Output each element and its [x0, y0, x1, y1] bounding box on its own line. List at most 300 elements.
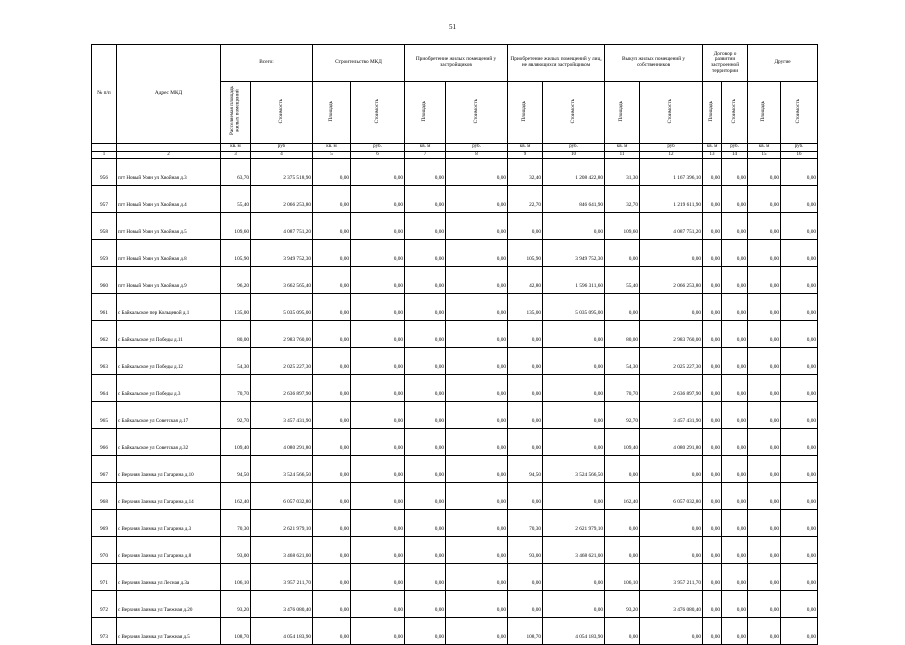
- cost-cell: 0,00: [351, 428, 405, 455]
- header-group-construction: Строительство МКД: [313, 45, 405, 82]
- cost-cell: 0,00: [781, 482, 818, 509]
- cost-cell: 0,00: [781, 536, 818, 563]
- cost-cell: 0,00: [543, 374, 605, 401]
- area-cell: 0,00: [748, 320, 781, 347]
- area-cell: 109,40: [605, 428, 640, 455]
- area-cell: 0,00: [703, 482, 722, 509]
- area-cell: 135,00: [221, 293, 251, 320]
- area-cell: 0,00: [703, 617, 722, 644]
- area-cell: 135,00: [508, 293, 543, 320]
- column-index: 2: [117, 151, 221, 158]
- area-cell: 0,00: [748, 590, 781, 617]
- cost-cell: 4 054 183,90: [543, 617, 605, 644]
- cost-cell: 3 476 080,40: [251, 590, 313, 617]
- row-number: 962: [92, 320, 117, 347]
- cost-cell: 1 596 311,60: [543, 266, 605, 293]
- cost-cell: 0,00: [351, 590, 405, 617]
- unit-cell: кв. м: [508, 143, 543, 151]
- cost-cell: 0,00: [781, 212, 818, 239]
- cost-cell: 0,00: [722, 536, 748, 563]
- cost-cell: 0,00: [781, 590, 818, 617]
- table-row: [92, 482, 818, 509]
- unit-cell: кв. м: [405, 143, 446, 151]
- column-index: 3: [221, 151, 251, 158]
- area-cell: 94,50: [508, 455, 543, 482]
- cost-cell: 0,00: [640, 536, 703, 563]
- cost-cell: 3 949 752,30: [543, 239, 605, 266]
- cost-cell: 0,00: [781, 185, 818, 212]
- column-index: 5: [313, 151, 351, 158]
- area-cell: 0,00: [313, 347, 351, 374]
- table-row: [92, 455, 818, 482]
- cost-cell: 0,00: [351, 509, 405, 536]
- cost-cell: 0,00: [722, 320, 748, 347]
- cost-cell: 0,00: [781, 374, 818, 401]
- area-cell: 162,40: [221, 482, 251, 509]
- table-row: [92, 401, 818, 428]
- area-cell: 0,00: [605, 536, 640, 563]
- row-address: пгт Новый Уоян ул Хвойная д.5: [117, 212, 221, 239]
- table-row: [92, 428, 818, 455]
- column-index: 12: [640, 151, 703, 158]
- area-cell: 92,70: [605, 401, 640, 428]
- area-cell: 0,00: [605, 617, 640, 644]
- area-cell: 63,70: [221, 158, 251, 185]
- column-index-row: [92, 151, 818, 158]
- row-number: 957: [92, 185, 117, 212]
- cost-cell: 0,00: [722, 455, 748, 482]
- area-cell: 0,00: [703, 401, 722, 428]
- header-cost: Стоимость: [251, 82, 313, 144]
- unit-cell: руб.: [446, 143, 508, 151]
- area-cell: 0,00: [405, 563, 446, 590]
- area-cell: 0,00: [703, 158, 722, 185]
- cost-cell: 0,00: [446, 428, 508, 455]
- cost-cell: 0,00: [722, 428, 748, 455]
- cost-cell: 5 035 095,00: [543, 293, 605, 320]
- cost-cell: 0,00: [446, 185, 508, 212]
- cost-cell: 0,00: [446, 509, 508, 536]
- table-row: [92, 158, 818, 185]
- header-group-other: Другие: [748, 45, 818, 82]
- table-row: [92, 266, 818, 293]
- area-cell: 0,00: [313, 293, 351, 320]
- area-cell: 0,00: [405, 455, 446, 482]
- table-row: [92, 212, 818, 239]
- column-index: 7: [405, 151, 446, 158]
- area-cell: 0,00: [748, 563, 781, 590]
- cost-cell: 2 066 253,80: [251, 185, 313, 212]
- column-index: 16: [781, 151, 818, 158]
- cost-cell: 2 375 518,90: [251, 158, 313, 185]
- row-number: 971: [92, 563, 117, 590]
- cost-cell: 0,00: [781, 428, 818, 455]
- table-row: [92, 293, 818, 320]
- cost-cell: 0,00: [351, 455, 405, 482]
- cost-cell: 2 983 760,00: [640, 320, 703, 347]
- area-cell: 32,70: [605, 185, 640, 212]
- area-cell: 0,00: [508, 320, 543, 347]
- area-cell: 54,30: [221, 347, 251, 374]
- area-cell: 0,00: [703, 266, 722, 293]
- row-address: с Байкальское ул Советская д.17: [117, 401, 221, 428]
- cost-cell: 1 167 396,10: [640, 158, 703, 185]
- cost-cell: 0,00: [781, 617, 818, 644]
- cost-cell: 0,00: [722, 185, 748, 212]
- cost-cell: 4 080 291,80: [640, 428, 703, 455]
- cost-cell: 0,00: [446, 590, 508, 617]
- area-cell: 0,00: [605, 455, 640, 482]
- row-address: пгт Новый Уоян ул Хвойная д.8: [117, 239, 221, 266]
- page-number: 51: [449, 23, 456, 31]
- area-cell: 0,00: [748, 293, 781, 320]
- row-number: 966: [92, 428, 117, 455]
- unit-cell: руб.: [722, 143, 748, 151]
- area-cell: 0,00: [703, 320, 722, 347]
- table-row: [92, 590, 818, 617]
- area-cell: 93,00: [221, 536, 251, 563]
- area-cell: 0,00: [313, 455, 351, 482]
- area-cell: 106,10: [605, 563, 640, 590]
- area-cell: 0,00: [405, 590, 446, 617]
- area-cell: 0,00: [405, 374, 446, 401]
- unit-cell: руб.: [781, 143, 818, 151]
- area-cell: 0,00: [405, 617, 446, 644]
- area-cell: 0,00: [405, 185, 446, 212]
- header-group-buyout: Выкуп жилых помещений у собственников: [605, 45, 703, 82]
- cost-cell: 0,00: [781, 320, 818, 347]
- cost-cell: 3 457 431,90: [251, 401, 313, 428]
- cost-cell: 0,00: [351, 266, 405, 293]
- units-row: [92, 143, 818, 151]
- row-address: с Верхняя Заимка ул Таежная д.20: [117, 590, 221, 617]
- cost-cell: 0,00: [781, 347, 818, 374]
- column-index: 13: [703, 151, 722, 158]
- cost-cell: 0,00: [640, 509, 703, 536]
- row-address: с Верхняя Заимка ул Гагарина д.8: [117, 536, 221, 563]
- area-cell: 108,70: [508, 617, 543, 644]
- row-number: 972: [92, 590, 117, 617]
- area-cell: 22,70: [508, 185, 543, 212]
- cost-cell: 0,00: [722, 590, 748, 617]
- area-cell: 0,00: [313, 158, 351, 185]
- cost-cell: 0,00: [446, 239, 508, 266]
- area-cell: 92,70: [221, 401, 251, 428]
- area-cell: 32,40: [508, 158, 543, 185]
- area-cell: 0,00: [748, 536, 781, 563]
- cost-cell: 6 057 032,80: [640, 482, 703, 509]
- area-cell: 0,00: [703, 590, 722, 617]
- table-row: [92, 347, 818, 374]
- area-cell: 70,70: [221, 374, 251, 401]
- area-cell: 0,00: [748, 374, 781, 401]
- unit-cell: кв. м: [605, 143, 640, 151]
- column-index: 9: [508, 151, 543, 158]
- cost-cell: 4 054 183,90: [251, 617, 313, 644]
- row-number: 968: [92, 482, 117, 509]
- cost-cell: 0,00: [351, 536, 405, 563]
- header-resettled-area: Расселяемая площадь жилых помещений: [221, 82, 251, 144]
- cost-cell: 0,00: [446, 401, 508, 428]
- cost-cell: 846 641,90: [543, 185, 605, 212]
- area-cell: 0,00: [405, 293, 446, 320]
- row-number: 964: [92, 374, 117, 401]
- area-cell: 0,00: [313, 428, 351, 455]
- area-cell: 0,00: [313, 617, 351, 644]
- column-index: 15: [748, 151, 781, 158]
- row-address: с Байкальское ул Победы д.11: [117, 320, 221, 347]
- cost-cell: 0,00: [722, 617, 748, 644]
- area-cell: 109,60: [221, 212, 251, 239]
- area-cell: 0,00: [405, 347, 446, 374]
- unit-cell: руб.: [351, 143, 405, 151]
- table-row: [92, 536, 818, 563]
- column-index: 1: [92, 151, 117, 158]
- cost-cell: 0,00: [446, 320, 508, 347]
- header-cost: Стоимость: [446, 82, 508, 144]
- header-row-no: № п/п: [92, 45, 117, 144]
- area-cell: 0,00: [748, 428, 781, 455]
- area-cell: 0,00: [605, 293, 640, 320]
- cost-cell: 0,00: [543, 590, 605, 617]
- row-address: с Байкальское пер Кольцевой д.1: [117, 293, 221, 320]
- cost-cell: 4 087 751,20: [251, 212, 313, 239]
- column-index: 14: [722, 151, 748, 158]
- row-number: 958: [92, 212, 117, 239]
- cost-cell: 0,00: [722, 482, 748, 509]
- area-cell: 0,00: [313, 266, 351, 293]
- area-cell: 105,90: [508, 239, 543, 266]
- cost-cell: 2 621 979,10: [251, 509, 313, 536]
- area-cell: 0,00: [508, 482, 543, 509]
- header-group-from-developers: Приобретение жилых помещений у застройщиков: [405, 45, 508, 82]
- cost-cell: 0,00: [781, 293, 818, 320]
- row-number: 973: [92, 617, 117, 644]
- cost-cell: 2 025 227,30: [640, 347, 703, 374]
- row-address: с Байкальское ул Советская д.32: [117, 428, 221, 455]
- area-cell: 0,00: [703, 509, 722, 536]
- row-number: 956: [92, 158, 117, 185]
- area-cell: 94,50: [221, 455, 251, 482]
- row-number: 960: [92, 266, 117, 293]
- cost-cell: 0,00: [351, 185, 405, 212]
- cost-cell: 2 636 897,90: [640, 374, 703, 401]
- cost-cell: 0,00: [446, 158, 508, 185]
- area-cell: 0,00: [405, 158, 446, 185]
- cost-cell: 0,00: [446, 482, 508, 509]
- column-index: 10: [543, 151, 605, 158]
- area-cell: 106,10: [221, 563, 251, 590]
- area-cell: 93,00: [508, 536, 543, 563]
- header-cost: Стоимость: [781, 82, 818, 144]
- cost-cell: 0,00: [781, 266, 818, 293]
- row-address: с Верхняя Заимка ул Гагарина д.10: [117, 455, 221, 482]
- area-cell: 0,00: [703, 347, 722, 374]
- unit-cell: кв. м: [221, 143, 251, 151]
- row-address: пгт Новый Уоян ул Хвойная д.4: [117, 185, 221, 212]
- area-cell: 108,70: [221, 617, 251, 644]
- area-cell: 0,00: [508, 428, 543, 455]
- cost-cell: 0,00: [722, 347, 748, 374]
- area-cell: 0,00: [313, 482, 351, 509]
- table-row: [92, 185, 818, 212]
- cost-cell: 0,00: [446, 455, 508, 482]
- row-address: с Байкальское ул Победы д.3: [117, 374, 221, 401]
- cost-cell: 0,00: [446, 374, 508, 401]
- cost-cell: 0,00: [446, 293, 508, 320]
- cost-cell: 0,00: [640, 617, 703, 644]
- cost-cell: 0,00: [543, 212, 605, 239]
- area-cell: 0,00: [703, 212, 722, 239]
- table-row: [92, 509, 818, 536]
- area-cell: 0,00: [405, 212, 446, 239]
- cost-cell: 0,00: [351, 158, 405, 185]
- cost-cell: 0,00: [640, 239, 703, 266]
- header-group-total: Всего:: [221, 45, 313, 82]
- cost-cell: 0,00: [351, 212, 405, 239]
- area-cell: 0,00: [313, 320, 351, 347]
- area-cell: 0,00: [508, 590, 543, 617]
- cost-cell: 0,00: [446, 266, 508, 293]
- cost-cell: 3 457 431,90: [640, 401, 703, 428]
- cost-cell: 0,00: [722, 293, 748, 320]
- area-cell: 0,00: [748, 185, 781, 212]
- table-row: [92, 320, 818, 347]
- cost-cell: 0,00: [543, 401, 605, 428]
- column-index: 4: [251, 151, 313, 158]
- header-area: Площадь: [405, 82, 446, 144]
- area-cell: 0,00: [605, 509, 640, 536]
- area-cell: 0,00: [748, 266, 781, 293]
- cost-cell: 0,00: [351, 347, 405, 374]
- area-cell: 31,30: [605, 158, 640, 185]
- area-cell: 162,40: [605, 482, 640, 509]
- header-area: Площадь: [703, 82, 722, 144]
- area-cell: 0,00: [313, 536, 351, 563]
- area-cell: 0,00: [508, 374, 543, 401]
- area-cell: 0,00: [405, 482, 446, 509]
- cost-cell: 0,00: [781, 455, 818, 482]
- cost-cell: 0,00: [351, 320, 405, 347]
- area-cell: 0,00: [703, 239, 722, 266]
- cost-cell: 3 524 566,50: [543, 455, 605, 482]
- row-address: пгт Новый Уоян ул Хвойная д.3: [117, 158, 221, 185]
- cost-cell: 0,00: [351, 401, 405, 428]
- area-cell: 0,00: [405, 266, 446, 293]
- area-cell: 0,00: [748, 239, 781, 266]
- cost-cell: 0,00: [351, 482, 405, 509]
- area-cell: 0,00: [703, 374, 722, 401]
- area-cell: 105,90: [221, 239, 251, 266]
- area-cell: 70,70: [605, 374, 640, 401]
- cost-cell: 1 219 611,90: [640, 185, 703, 212]
- cost-cell: 3 468 621,00: [251, 536, 313, 563]
- unit-cell: руб: [251, 143, 313, 151]
- cost-cell: 0,00: [722, 266, 748, 293]
- area-cell: 93,20: [605, 590, 640, 617]
- header-area: Площадь: [508, 82, 543, 144]
- cost-cell: 3 476 080,40: [640, 590, 703, 617]
- cost-cell: 3 957 211,70: [640, 563, 703, 590]
- area-cell: 0,00: [703, 185, 722, 212]
- header-cost: Стоимость: [722, 82, 748, 144]
- cost-cell: 0,00: [446, 536, 508, 563]
- cost-cell: 0,00: [543, 320, 605, 347]
- cost-cell: 2 621 979,10: [543, 509, 605, 536]
- row-number: 961: [92, 293, 117, 320]
- resettlement-table: [91, 44, 818, 645]
- column-index: 11: [605, 151, 640, 158]
- area-cell: 0,00: [508, 347, 543, 374]
- row-address: с Верхняя Заимка ул Лесная д.3а: [117, 563, 221, 590]
- area-cell: 0,00: [313, 563, 351, 590]
- row-number: 963: [92, 347, 117, 374]
- area-cell: 70,30: [221, 509, 251, 536]
- cost-cell: 0,00: [722, 401, 748, 428]
- area-cell: 0,00: [748, 509, 781, 536]
- cost-cell: 0,00: [543, 563, 605, 590]
- unit-cell: кв. м: [313, 143, 351, 151]
- cost-cell: 0,00: [446, 563, 508, 590]
- cost-cell: 0,00: [543, 482, 605, 509]
- table-row: [92, 239, 818, 266]
- area-cell: 0,00: [703, 536, 722, 563]
- area-cell: 54,30: [605, 347, 640, 374]
- area-cell: 55,40: [605, 266, 640, 293]
- area-cell: 0,00: [748, 617, 781, 644]
- cost-cell: 1 208 422,80: [543, 158, 605, 185]
- row-address: с Верхняя Заимка ул Гагарина д.3: [117, 509, 221, 536]
- area-cell: 55,40: [221, 185, 251, 212]
- area-cell: 109,60: [605, 212, 640, 239]
- header-group-territory-development: Договор о развитии застроенной территории: [703, 45, 748, 82]
- header-area: Площадь: [605, 82, 640, 144]
- row-address: с Верхняя Заимка ул Гагарина д.14: [117, 482, 221, 509]
- area-cell: 0,00: [405, 320, 446, 347]
- table-row: [92, 563, 818, 590]
- cost-cell: 0,00: [446, 347, 508, 374]
- row-number: 959: [92, 239, 117, 266]
- cost-cell: 3 949 752,30: [251, 239, 313, 266]
- cost-cell: 5 035 095,00: [251, 293, 313, 320]
- area-cell: 42,80: [508, 266, 543, 293]
- row-number: 969: [92, 509, 117, 536]
- area-cell: 109,40: [221, 428, 251, 455]
- area-cell: 0,00: [313, 590, 351, 617]
- area-cell: 0,00: [313, 212, 351, 239]
- area-cell: 0,00: [313, 509, 351, 536]
- cost-cell: 0,00: [351, 617, 405, 644]
- area-cell: 0,00: [703, 563, 722, 590]
- area-cell: 0,00: [748, 158, 781, 185]
- area-cell: 0,00: [605, 239, 640, 266]
- unit-cell: руб.: [543, 143, 605, 151]
- cost-cell: 0,00: [722, 509, 748, 536]
- area-cell: 0,00: [703, 428, 722, 455]
- cost-cell: 0,00: [446, 212, 508, 239]
- area-cell: 93,20: [221, 590, 251, 617]
- row-address: с Верхняя Заимка ул Таежная д.5: [117, 617, 221, 644]
- area-cell: 0,00: [748, 212, 781, 239]
- area-cell: 0,00: [405, 509, 446, 536]
- cost-cell: 0,00: [781, 158, 818, 185]
- unit-cell: кв. м: [748, 143, 781, 151]
- row-address: пгт Новый Уоян ул Хвойная д.9: [117, 266, 221, 293]
- cost-cell: 0,00: [722, 239, 748, 266]
- cost-cell: 0,00: [722, 374, 748, 401]
- cost-cell: 2 636 897,90: [251, 374, 313, 401]
- cost-cell: 0,00: [351, 563, 405, 590]
